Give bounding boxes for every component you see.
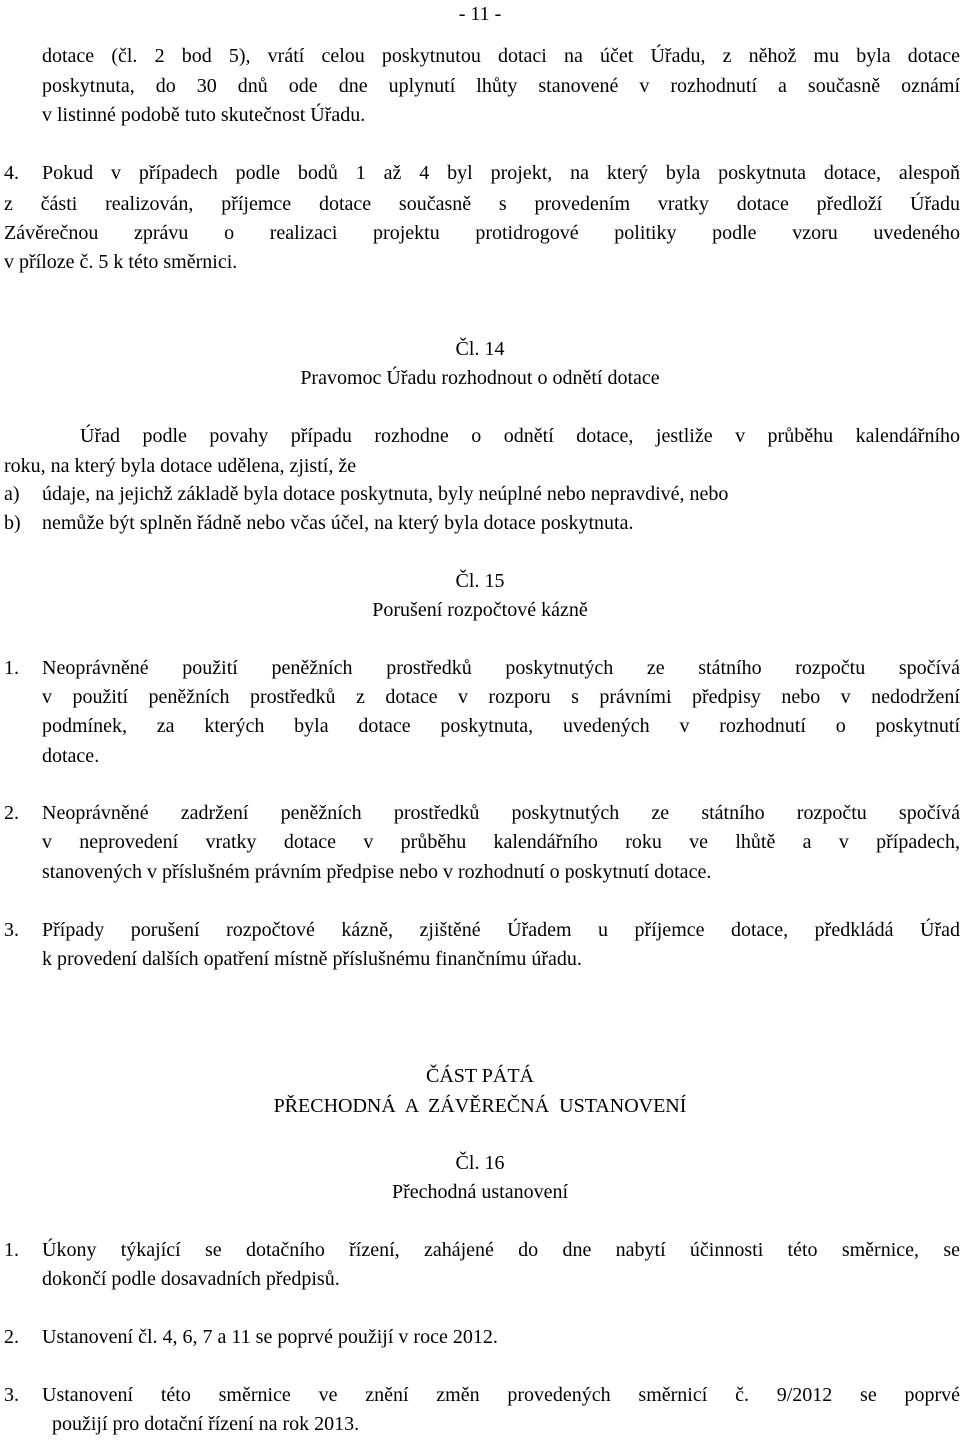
paragraph-line: Ustanovení čl. 4, 6, 7 a 11 se poprvé použijí v roce 2012. bbox=[42, 1326, 498, 1348]
paragraph-line: k provedení dalších opatření místně příslušnému finančnímu úřadu. bbox=[42, 948, 582, 970]
paragraph-line: z části realizován, příjemce dotace současně s provedením vratky dotace předloží Úřadu bbox=[4, 193, 960, 215]
paragraph-line: stanovených v příslušném právním předpise nebo v rozhodnutí o poskytnutí dotace. bbox=[42, 861, 712, 883]
paragraph-line: v listinné podobě tuto skutečnost Úřadu. bbox=[42, 104, 366, 126]
paragraph-line: Úřad podle povahy případu rozhodne o odnětí dotace, jestliže v průběhu kalendářního bbox=[80, 425, 960, 447]
paragraph-line: v použití peněžních prostředků z dotace v rozporu s právními předpisy nebo v nedodržení bbox=[42, 686, 960, 708]
paragraph-line: roku, na který byla dotace udělena, zjistí, že bbox=[4, 455, 357, 477]
paragraph-line: Neoprávněné zadržení peněžních prostředků poskytnutých ze státního rozpočtu spočívá bbox=[42, 802, 960, 824]
list-item-text: údaje, na jejichž základě byla dotace poskytnuta, byly neúplné nebo nepravdivé, nebo bbox=[42, 483, 729, 505]
item-label: b) bbox=[4, 512, 21, 534]
paragraph-line: Ustanovení této směrnice ve znění změn provedených směrnicí č. 9/2012 se poprvé bbox=[42, 1384, 960, 1406]
item-number: 4. bbox=[4, 162, 19, 184]
item-number: 1. bbox=[4, 1239, 19, 1261]
item-number: 2. bbox=[4, 802, 19, 824]
item-number: 3. bbox=[4, 919, 19, 941]
paragraph-line: podmínek, za kterých byla dotace poskytnuta, uvedených v rozhodnutí o poskytnutí bbox=[42, 715, 960, 737]
paragraph-line: v příloze č. 5 k této směrnici. bbox=[4, 251, 238, 273]
article-title: Porušení rozpočtové kázně bbox=[372, 599, 588, 621]
part-heading: ČÁST PÁTÁ bbox=[426, 1065, 534, 1087]
paragraph-line: Závěrečnou zprávu o realizaci projektu protidrogové politiky podle vzoru uvedeného bbox=[4, 222, 960, 244]
paragraph-line: dotace. bbox=[42, 745, 100, 767]
item-number: 3. bbox=[4, 1384, 19, 1406]
article-title: Přechodná ustanovení bbox=[391, 1181, 569, 1203]
paragraph-line: dokončí podle dosavadních předpisů. bbox=[42, 1268, 340, 1290]
paragraph-line: Pokud v případech podle bodů 1 až 4 byl projekt, na který byla poskytnuta dotace, alespoň bbox=[42, 162, 960, 184]
article-title: Pravomoc Úřadu rozhodnout o odnětí dotace bbox=[300, 367, 660, 389]
paragraph-line: použijí pro dotační řízení na rok 2013. bbox=[52, 1413, 360, 1435]
paragraph-line: Neoprávněné použití peněžních prostředků poskytnutých ze státního rozpočtu spočívá bbox=[42, 657, 960, 679]
item-label: a) bbox=[4, 483, 20, 505]
paragraph-line: v neprovedení vratky dotace v průběhu kalendářního roku ve lhůtě a v případech, bbox=[42, 831, 960, 853]
paragraph-line: Případy porušení rozpočtové kázně, zjištěné Úřadem u příjemce dotace, předkládá Úřad bbox=[42, 919, 960, 941]
paragraph-line: dotace (čl. 2 bod 5), vrátí celou poskytnutou dotaci na účet Úřadu, z něhož mu byla dotace bbox=[42, 45, 960, 67]
list-item-text: nemůže být splněn řádně nebo včas účel, na který byla dotace poskytnuta. bbox=[42, 512, 634, 534]
page-number: - 11 - bbox=[458, 3, 502, 25]
paragraph-line: Úkony týkající se dotačního řízení, zahájené do dne nabytí účinnosti této směrnice, se bbox=[42, 1239, 960, 1261]
item-number: 1. bbox=[4, 657, 19, 679]
article-heading: Čl. 16 bbox=[455, 1152, 505, 1174]
item-number: 2. bbox=[4, 1326, 19, 1348]
article-heading: Čl. 14 bbox=[455, 338, 505, 360]
article-heading: Čl. 15 bbox=[455, 570, 505, 592]
part-title: PŘECHODNÁ A ZÁVĚREČNÁ USTANOVENÍ bbox=[273, 1095, 687, 1117]
paragraph-line: poskytnuta, do 30 dnů ode dne uplynutí lhůty stanovené v rozhodnutí a současně oznámí bbox=[42, 75, 960, 97]
